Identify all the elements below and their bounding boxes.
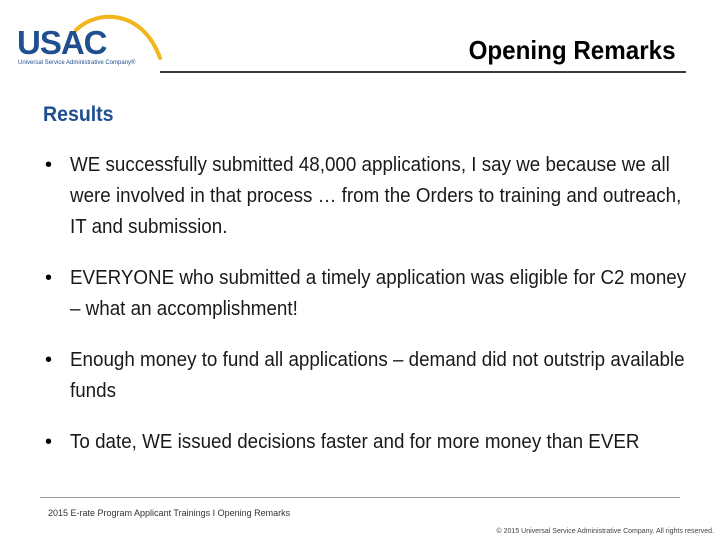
bullet-item	[45, 150, 695, 243]
header-divider	[160, 71, 686, 73]
logo-wordmark: USAC	[17, 24, 107, 61]
bullet-text: EVERYONE who submitted a timely application was eligible for C2 money – what an accomplishment!	[70, 267, 687, 320]
bullet-text: To date, WE issued decisions faster and for more money than EVER	[70, 431, 640, 453]
footer-caption: 2015 E-rate Program Applicant Trainings I Opening Remarks	[48, 508, 291, 518]
bullet-dot-icon: •	[45, 349, 53, 371]
bullet-list	[45, 150, 695, 478]
usac-logo	[14, 12, 164, 72]
copyright-notice: © 2015 Universal Service Administrative Company. All rights reserved.	[496, 528, 714, 535]
bullet-item	[45, 427, 695, 458]
bullet-dot-icon: •	[45, 154, 53, 176]
bullet-item	[45, 263, 695, 325]
logo-tagline: Universal Service Administrative Company®	[18, 60, 136, 66]
bullet-dot-icon: •	[45, 431, 53, 453]
bullet-dot-icon: •	[45, 267, 53, 289]
bullet-item	[45, 345, 695, 407]
section-heading: Results	[43, 103, 114, 126]
bullet-text: Enough money to fund all applications – demand did not outstrip available funds	[70, 349, 685, 402]
footer-divider	[40, 497, 680, 498]
bullet-text: WE successfully submitted 48,000 applications, I say we because we all were involved in that process … from the Orders to training and outreach, IT and submission.	[70, 154, 682, 238]
slide-title: Opening Remarks	[469, 35, 676, 65]
